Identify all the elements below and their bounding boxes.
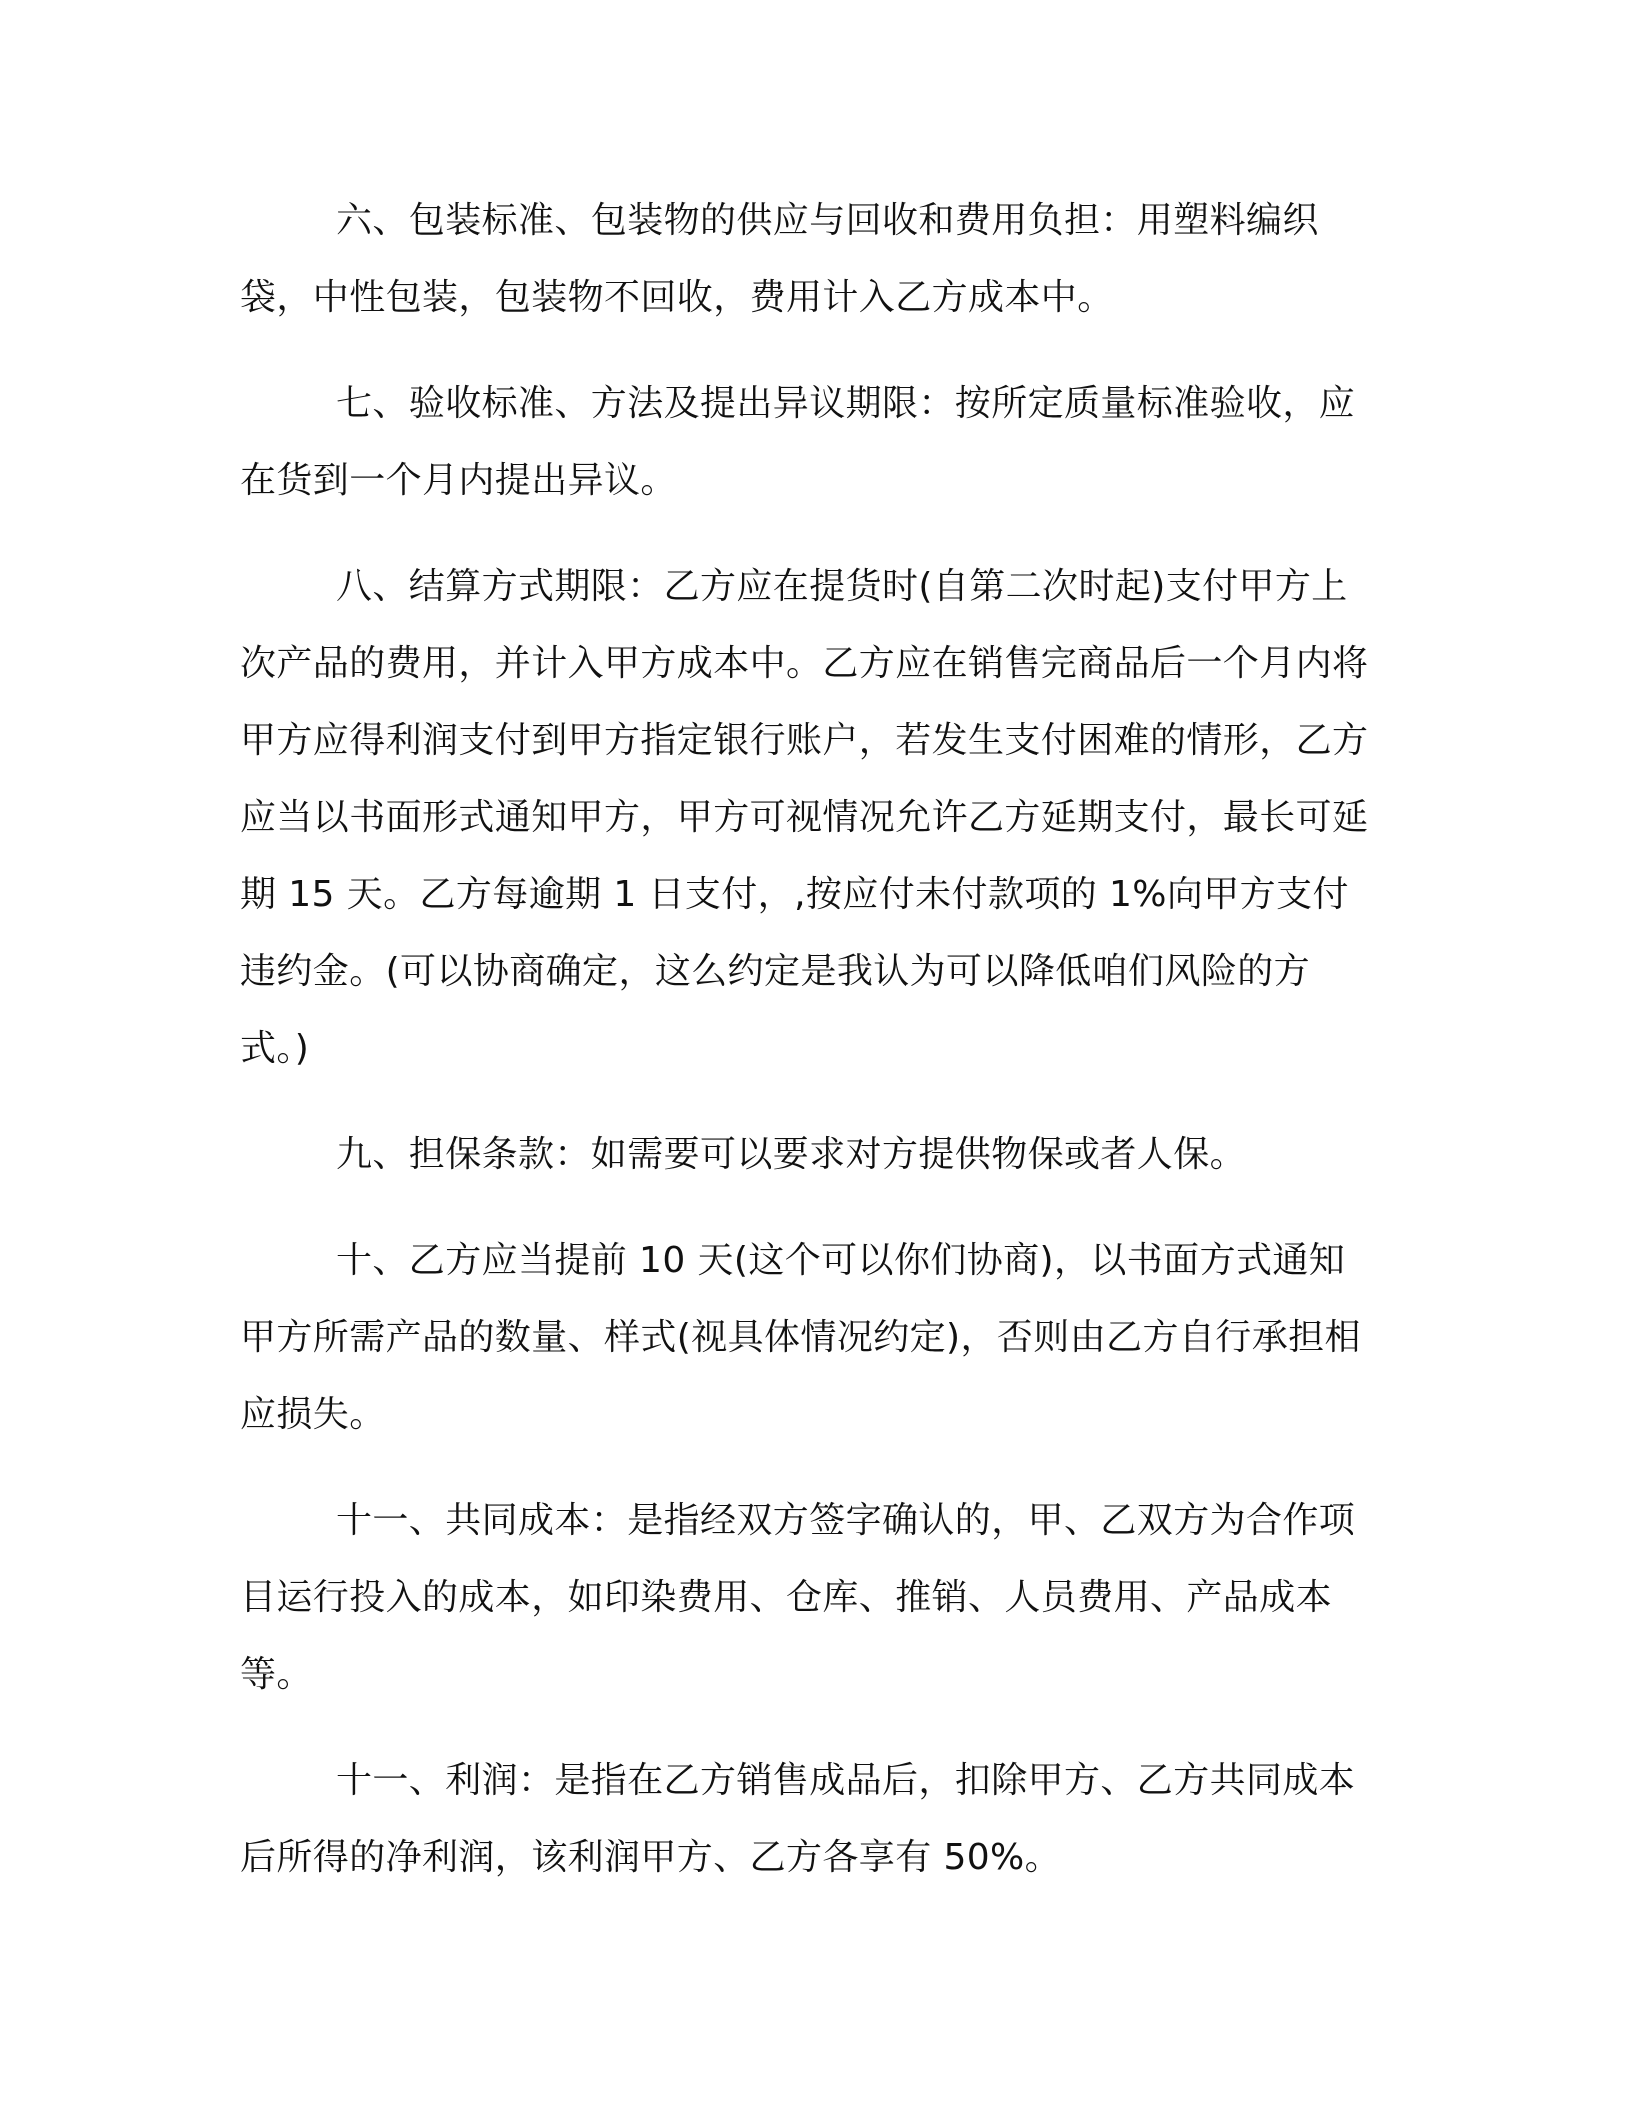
clause-eight-settlement: 八、结算方式期限：乙方应在提货时(自第二次时起)支付甲方上次产品的费用，并计入甲方成本中。乙方应在销售完商品后一个月内将甲方应得利润支付到甲方指定银行账户，若发生支付困难的情形，乙方应当以书面形式通知甲方，甲方可视情况允许乙方延期支付，最长可延期 15 天。乙方每逾期 1 日支付，,按应付未付款项的 1%向甲方支付违约金。(可以协商确定，这么约定是我认为可以降低咱们风险的方式。) <box>240 566 1369 1069</box>
clause-six-packaging: 六、包装标准、包装物的供应与回收和费用负担：用塑料编织袋，中性包装，包装物不回收，费用计入乙方成本中。 <box>240 200 1319 318</box>
clause-eleven-profit: 十一、利润：是指在乙方销售成品后，扣除甲方、乙方共同成本后所得的净利润，该利润甲方、乙方各享有 50%。 <box>240 1760 1356 1878</box>
clause-ten-notice: 十、乙方应当提前 10 天(这个可以你们协商)，以书面方式通知甲方所需产品的数量、样式(视具体情况约定)，否则由乙方自行承担相应损失。 <box>240 1240 1361 1435</box>
clause-nine-guarantee: 九、担保条款：如需要可以要求对方提供物保或者人保。 <box>336 1134 1247 1175</box>
clause-seven-acceptance: 七、验收标准、方法及提出异议期限：按所定质量标准验收，应在货到一个月内提出异议。 <box>240 383 1356 501</box>
document-body <box>240 182 1375 1896</box>
clause-eleven-shared-cost: 十一、共同成本：是指经双方签字确认的，甲、乙双方为合作项目运行投入的成本，如印染费用、仓库、推销、人员费用、产品成本等。 <box>240 1500 1356 1695</box>
